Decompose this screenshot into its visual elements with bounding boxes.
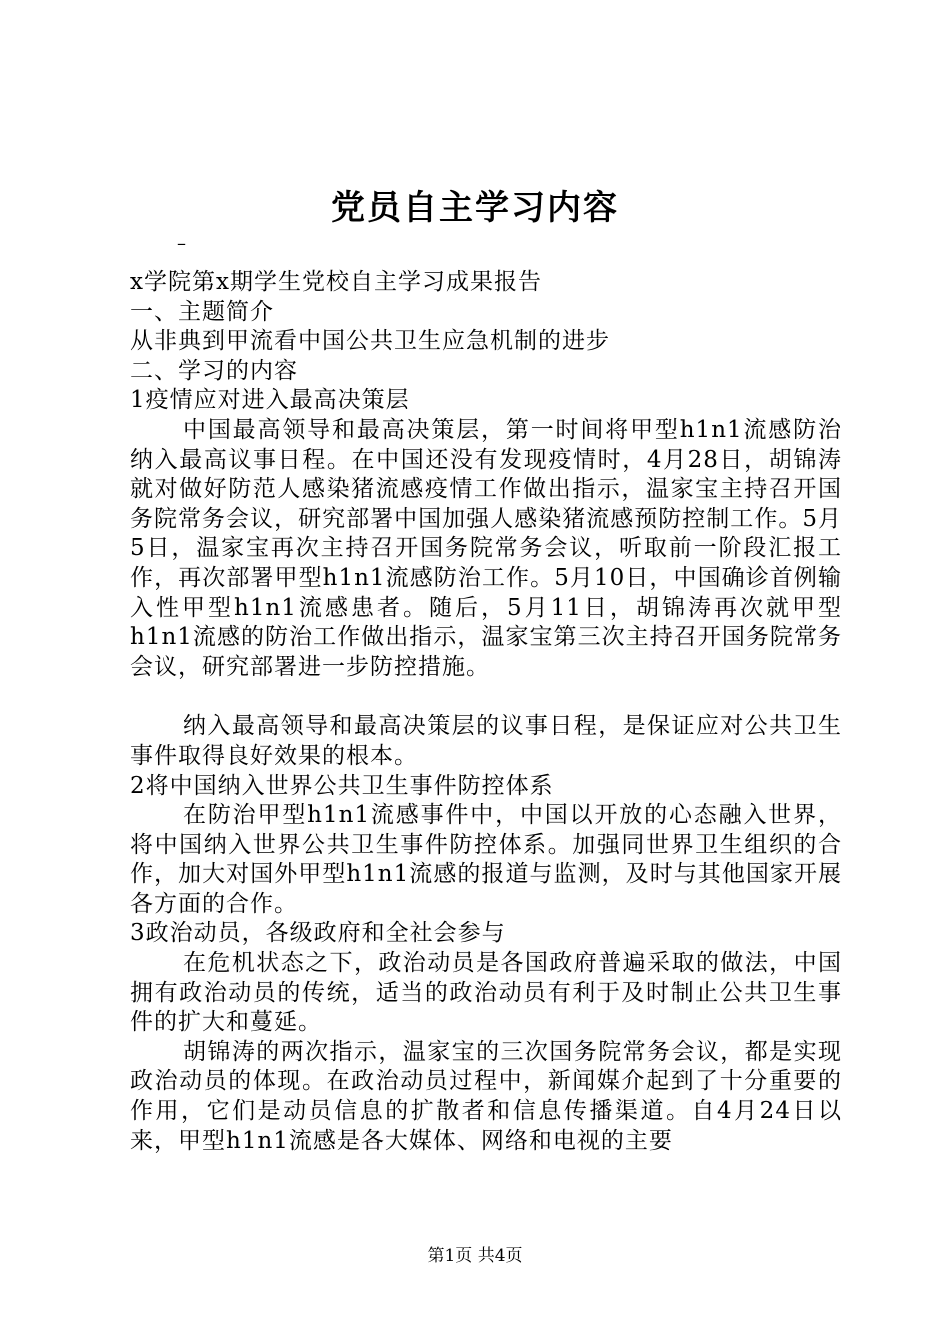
paragraph-2: 纳入最高领导和最高决策层的议事日程，是保证应对公共卫生事件取得良好效果的根本。 <box>130 713 842 769</box>
point-heading-3: 3政治动员，各级政府和全社会参与 <box>130 920 506 947</box>
topic-line: 从非典到甲流看中国公共卫生应急机制的进步 <box>130 328 610 355</box>
document-body <box>130 268 842 1156</box>
paragraph-4: 在危机状态之下，政治动员是各国政府普遍采取的做法，中国拥有政治动员的传统，适当的政治动员有利于及时制止公共卫生事件的扩大和蔓延。 <box>130 950 842 1036</box>
point-heading-1: 1疫情应对进入最高决策层 <box>130 387 410 414</box>
report-title: x学院第x期学生党校自主学习成果报告 <box>130 269 542 295</box>
paragraph-5: 胡锦涛的两次指示，温家宝的三次国务院常务会议，都是实现政治动员的体现。在政治动员过程中，新闻媒介起到了十分重要的作用，它们是动员信息的扩散者和信息传播渠道。自4月24日以来，甲型h1n1流感是各大媒体、网络和电视的主要 <box>130 1038 842 1154</box>
paragraph-3: 在防治甲型h1n1流感事件中，中国以开放的心态融入世界，将中国纳入世界公共卫生事件防控体系。加强同世界卫生组织的合作，加大对国外甲型h1n1流感的报道与监测，及时与其他国家开展各方面的合作。 <box>130 802 842 917</box>
point-heading-2: 2将中国纳入世界公共卫生事件防控体系 <box>130 772 554 799</box>
document-title: 党员自主学习内容 <box>331 188 619 228</box>
section-heading-2: 二、学习的内容 <box>130 357 298 384</box>
page-footer: 第1页 共4页 <box>427 1246 523 1266</box>
blank-line <box>130 682 842 712</box>
separator-dash: – <box>177 233 186 254</box>
section-heading-1: 一、主题简介 <box>130 298 274 325</box>
paragraph-1: 中国最高领导和最高决策层，第一时间将甲型h1n1流感防治纳入最高议事日程。在中国还没有发现疫情时，4月28日，胡锦涛就对做好防范人感染猪流感疫情工作做出指示，温家宝主持召开国务院常务会议，研究部署中国加强人感染猪流感预防控制工作。5月5日，温家宝再次主持召开国务院常务会议，听取前一阶段汇报工作，再次部署甲型h1n1流感防治工作。5月10日，中国确诊首例输入性甲型h1n1流感患者。随后，5月11日，胡锦涛再次就甲型h1n1流感的防治工作做出指示，温家宝第三次主持召开国务院常务会议，研究部署进一步防控措施。 <box>130 416 842 680</box>
